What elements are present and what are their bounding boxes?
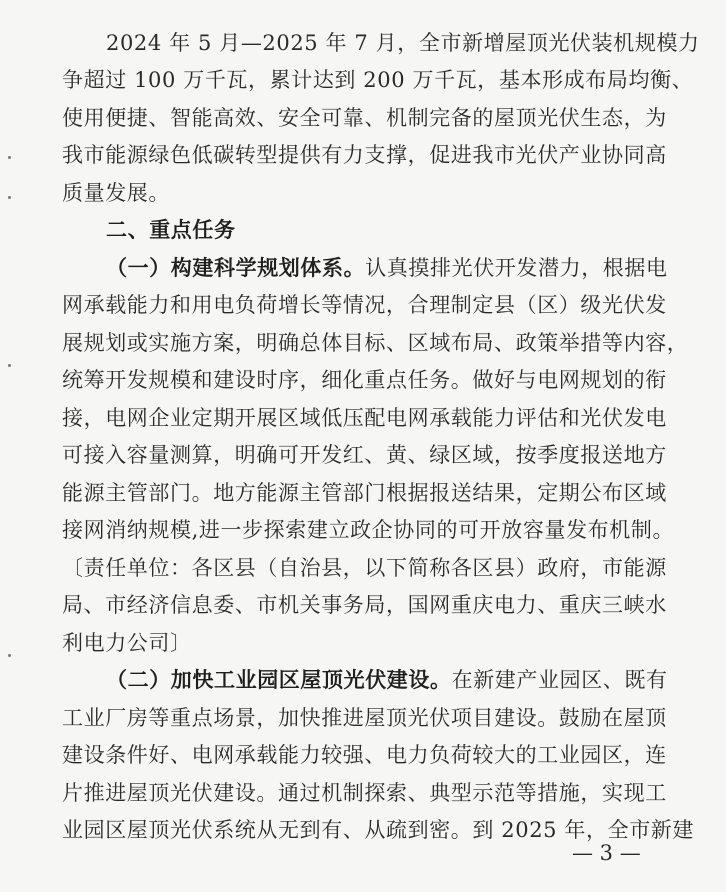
task1-line: 能源主管部门。地方能源主管部门根据报送结果，定期公布区域 [62,481,667,505]
task2-line: 建设条件好、电网承载能力较强、电力负荷较大的工业园区，连 [62,743,667,767]
task2-first-line [0,663,726,697]
task1-line: 网承载能力和用电负荷增长等情况，合理制定县（区）级光伏发 [62,293,667,317]
task2-line: 片推进屋顶光伏建设。通过机制探索、典型示范等措施，实现工 [62,781,667,805]
intro-line: 争超过 100 万千瓦，累计达到 200 万千瓦，基本形成布局均衡、 [62,68,694,92]
intro-line: 我市能源绿色低碳转型提供有力支撑，促进我市光伏产业协同高 [62,143,667,167]
intro-line: 2024 年 5 月—2025 年 7 月，全市新增屋顶光伏装机规模力 [106,31,700,55]
intro-line: 质量发展。 [62,181,170,205]
task1-line: 接，电网企业定期开展区域低压配电网承载能力评估和光伏发电 [62,406,667,430]
task1-line: 局、市经济信息委、市机关事务局，国网重庆电力、重庆三峡水 [62,593,667,617]
task1-line: 利电力公司〕 [62,631,192,655]
section-heading: 二、重点任务 [106,218,236,242]
intro-line: 使用便捷、智能高效、安全可靠、机制完备的屋顶光伏生态，为 [62,106,667,130]
task2-line: 业园区屋顶光伏系统从无到有、从疏到密。到 2025 年，全市新建 [62,818,694,842]
task1-line: 可接入容量测算，明确可开发红、黄、绿区域，按季度报送地方 [62,443,667,467]
task2-line: 工业厂房等重点场景，加快推进屋顶光伏项目建设。鼓励在屋顶 [62,706,667,730]
task1-first-line [0,251,726,285]
task1-title: （一）构建科学规划体系。 [106,256,366,280]
page-number: — 3 — [572,841,641,865]
task1-line: 接网消纳规模,进一步探索建立政企协同的可开放容量发布机制。 [62,518,675,542]
task1-line: 统筹开发规模和建设时序，细化重点任务。做好与电网规划的衔 [62,368,667,392]
task2-first-line-text: 在新建产业园区、既有 [451,668,668,692]
task1-first-line-text: 认真摸排光伏开发潜力，根据电 [365,256,668,280]
task2-title: （二）加快工业园区屋顶光伏建设。 [106,668,452,692]
task1-line: 展规划或实施方案，明确总体目标、区域布局、政策举措等内容， [62,331,689,355]
task1-line: 〔责任单位：各区县（自治县，以下简称各区县）政府，市能源 [62,556,667,580]
